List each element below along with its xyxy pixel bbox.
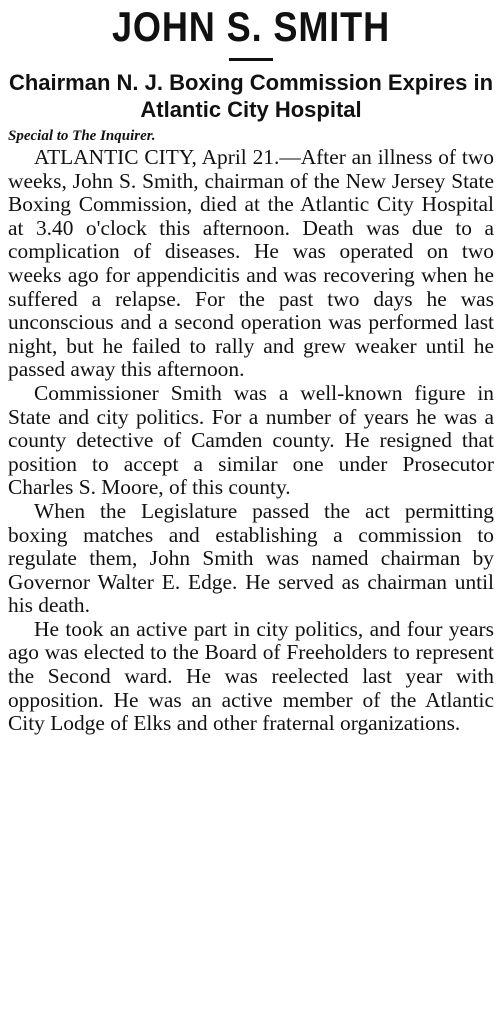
article-paragraph-1: ATLANTIC CITY, April 21.—After an illness of two weeks, John S. Smith, chairman of the New Jersey State Boxing Commission, died at the Atlantic City Hospital at 3.40 o'clock this afternoon. Death was due to a complication of diseases. He was operated on two weeks ago for appendicitis and was recovering when he suffered a relapse. For the past two days he was unconscious and a second operation was performed last night, but he failed to rally and grew weaker until he passed away this afternoon. <box>8 145 494 382</box>
newspaper-clipping <box>0 2 500 1025</box>
article-paragraph-4: He took an active part in city politics, and four years ago was elected to the Board of Freeholders to represent the Second ward. He was reelected last year with opposition. He was an active member of the Atlantic City Lodge of Elks and other fraternal organizations. <box>8 616 494 736</box>
article-paragraph-3: When the Legislature passed the act permitting boxing matches and establishing a commission to regulate them, John Smith was named chairman by Governor Walter E. Edge. He served as chairman until his death. <box>8 498 494 618</box>
headline: JOHN S. SMITH <box>111 3 391 50</box>
byline-credit: Special to The Inquirer. <box>8 128 156 144</box>
headline-divider <box>229 58 273 61</box>
article-paragraph-2: Commissioner Smith was a well-known figure in State and city politics. For a number of years he was a county detective of Camden county. He resigned that position to accept a similar one under Prosecutor Charles S. Moore, of this county. <box>8 380 494 500</box>
subheadline: Chairman N. J. Boxing Commission Expires in Atlantic City Hospital <box>8 70 494 122</box>
